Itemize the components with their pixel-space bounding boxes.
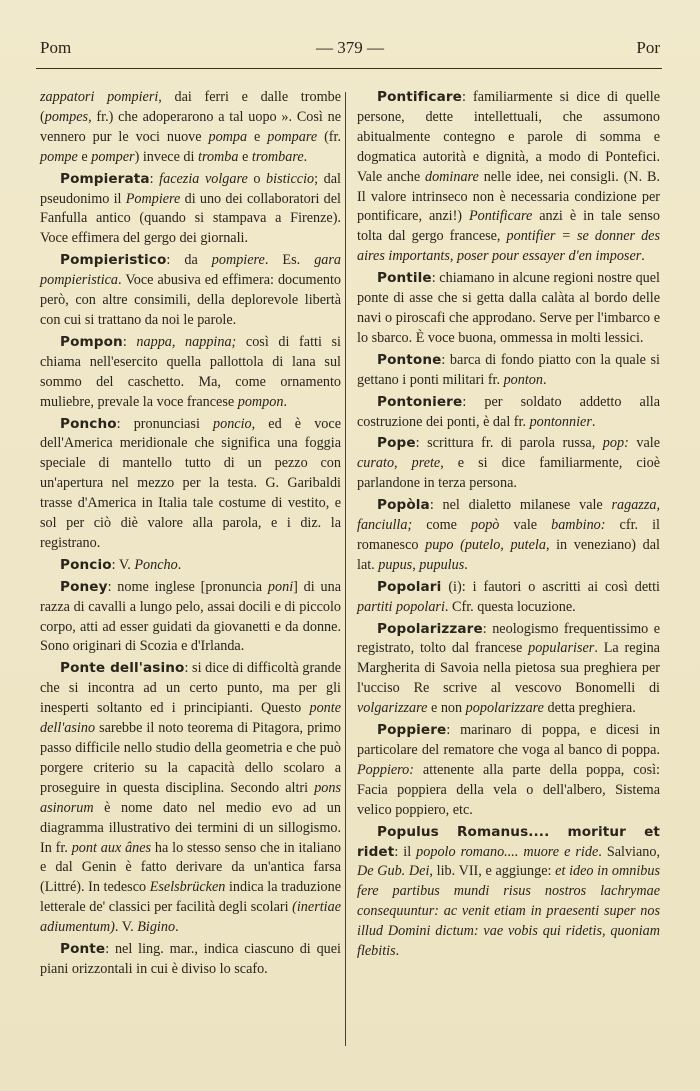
italic-term: pompe [40,148,78,165]
entry-headword: Popolarizzare [377,620,483,637]
entry-text: . Es. [264,252,315,269]
entry-headword: Populus Romanus.... moritur et ridet [357,823,660,860]
entry-text: : [122,333,137,350]
entry-text: indica la traduzione letterale de' classici per facilità degli scolari [40,879,341,916]
entry-text: : da [166,252,212,269]
entry-text: , [394,455,412,472]
italic-term: gara pompieristica [40,252,341,289]
entry-headword: Poppiere [377,722,447,739]
italic-term: pupus [378,556,413,573]
italic-term: pupo (putelo, putela [425,536,546,553]
entry-text: . [591,413,596,430]
italic-term: ponte dell'asino [40,700,341,737]
entry-text: ; dal pseudonimo il [40,170,341,207]
entry-text: , dai ferri e dalle trombe ( [40,89,341,125]
italic-term: ragazza, fanciulla; [357,497,660,534]
dictionary-entry [357,393,660,433]
header-rule [36,68,662,69]
entry-text: : marinaro di poppa, e dicesi in particolare del rematore che voga al banco di poppa. [357,722,660,758]
entry-text: anzi è in tale senso tolta dal gergo francese, [357,208,661,245]
entry-text: . [395,943,400,960]
dictionary-entry [40,578,341,658]
dictionary-entry [40,333,341,413]
entry-text: così di fatti si chiama nell'esercito quella pallottola di lana sul sommo del caschetto. Ma, come ornamento muliebre, prevale la voce francese [40,333,341,410]
entry-text: . V. [114,919,138,936]
italic-term: prete [411,455,441,472]
entry-headword: Poney [60,578,108,595]
entry-text: : il [394,843,417,860]
entry-text: ha lo stesso senso che in italiano e dal Genin è fatto derivare da un'antica farsa (Littré). In tedesco [40,839,342,896]
italic-term: pons asinorum [40,779,341,816]
italic-term: De Gub. Dei [357,863,430,880]
dictionary-entry [357,269,660,349]
entry-text: e non [427,700,466,717]
entry-text: (fr. [317,128,341,145]
italic-term: dominare [424,168,479,185]
entry-headword: Pontile [377,270,432,287]
entry-text: : si dice di difficoltà grande che si incontra ad un certo punto, ma per gli inesperti soltanto ed i principianti. Questo [40,660,341,717]
dictionary-entry [40,415,341,554]
italic-term: volgarizzare [357,700,428,717]
left-column [40,88,341,982]
italic-term: popolarizzare [465,700,544,717]
entry-text: : per soldato addetto alla costruzione dei ponti, è dal fr. [357,393,660,430]
italic-term: ponton [503,371,543,388]
italic-term: pompa [208,128,248,145]
entry-headword: Pompon [60,333,123,350]
entry-text: ) invece di [134,148,199,165]
italic-term: pontonnier [529,413,592,430]
entry-text: . La regina Margherita di Savoia nella pietosa sua preghiera per l'ucciso Re scrive al vescovo Bonomelli di [357,640,660,697]
header-last-word: Por [636,38,660,57]
dictionary-entry [357,823,660,962]
italic-term: Poncho [134,556,178,573]
entry-text: : nel ling. mar., indica ciascuno di quei piani orizzontali in cui è diviso lo scafo. [40,941,341,977]
entry-text: e [238,148,252,165]
entry-text: : barca di fondo piatto con la quale si gettano i ponti militari fr. [357,351,660,388]
entry-text: e [247,128,268,145]
entry-text: di uno dei collaboratori del Fanfulla antico (quando si stampava a Firenze). Voce effimera del gergo dei giornali. [40,190,341,247]
entry-text: sarebbe il noto teorema di Pitagora, primo passo difficile nello studio della geometria e che può porgere criterio su la capacità dello scolaro a proseguire in questa disciplina. Secondo altri [40,720,341,796]
entry-text: : chiamano in alcune regioni nostre quel ponte di asse che si getta dalla calàta al bordo delle navi o piroscafi che approdano. Serve per l'imbarco e lo sbarco. È voce buona, ommessa in molti lessici. [357,270,660,346]
italic-term: pont aux ânes [71,839,152,856]
italic-term: pomper [91,148,135,165]
italic-term: poni [267,578,294,595]
dictionary-entry [40,940,341,980]
italic-term: trombare [251,148,304,165]
entry-text: . [177,556,182,573]
entry-text: , [412,556,420,573]
italic-term: popò [471,517,500,534]
entry-text: . [175,919,179,936]
dictionary-entry [40,556,341,576]
italic-term: et ideo in omnibus fere partibus mundi risus nostros lachrymae consequuntur: ac venit etiam in praesenti super nos illud Domini dictum: vae vobis qui ridetis, quoniam flebitis [357,863,660,960]
right-column [357,88,660,964]
column-divider [345,92,346,1046]
italic-term: pompon [237,393,284,410]
italic-term: nappa, nappina; [136,333,237,350]
entry-text: è nome dato nel medio evo ad un diagramma illustrativo dei termini di un sillogismo. In fr. [40,799,341,856]
entry-text: : pronunciasi [116,415,214,432]
entry-text: vale [628,435,660,452]
entry-text: o [247,170,267,187]
entry-text: (i): i fautori o ascritti ai così detti [441,578,660,595]
dictionary-entry [357,496,660,576]
italic-term: pontifier = se donner des aires importants, poser pour essayer d'en imposer [357,228,660,265]
entry-text: , fr.) che adoperarono a tal uopo ». Così ne vennero pur le voci nuove [40,108,341,145]
entry-text: . [283,393,287,410]
italic-term: Poppiero: [357,761,414,778]
entry-headword: Poncho [60,415,117,432]
entry-text: : [149,170,160,187]
entry-text: ] di una razza di cavalli a lungo pelo, assai docili e di piccolo corpo, atti ad esser guidati da giovanetti e da donne. Sono originari di Scozia e d'Irlanda. [40,578,341,655]
page-number: — 379 — [316,38,384,57]
entry-text: . [464,556,468,573]
dictionary-entry [40,251,341,331]
dictionary-entry [357,620,660,720]
italic-term: Bigino [137,919,176,936]
entry-text: , ed è voce dell'America meridionale che significa una foggia speciale di mantello tutto di un pezzo con un'apertura nel mezzo per la testa. G. Garibaldi trasse d'America in Italia tale costume di vestito, e sol per ciò diè valore alla parola, e i diz. la registrano. [40,415,341,551]
italic-term: Pontificare [468,208,533,225]
italic-term: (inertiae adiumentum) [40,899,341,936]
italic-term: facezia volgare [159,170,248,187]
entry-text: : nome inglese [pronuncia [107,578,268,595]
entry-text: e [77,148,92,165]
dictionary-entry [40,659,341,938]
entry-headword: Ponte dell'asino [60,660,185,677]
entry-text: , lib. VII, e aggiunge: [429,863,556,880]
entry-text: vale [499,517,552,534]
italic-term: poncio [213,415,252,432]
running-header [40,38,660,62]
header-first-word: Pom [40,38,72,57]
entry-text: . Salviano, [598,843,661,860]
entry-text: : scrittura fr. di parola russa, [415,435,603,452]
dictionary-entry [357,88,660,267]
entry-headword: Pontificare [377,89,462,105]
entry-headword: Poncio [60,556,112,573]
entry-text: : neologismo frequentissimo e registrato, tolto dal francese [357,620,660,657]
entry-headword: Ponte [60,941,106,958]
entry-text: detta preghiera. [543,700,636,717]
entry-text: . [303,148,308,165]
italic-term: bisticcio [266,170,315,187]
dictionary-entry [357,434,660,494]
entry-continuation [40,88,341,168]
entry-text: , e si dice familiarmente, cioè parlandone in terza persona. [357,455,660,492]
entry-text: attenente alla parte della poppa, così: Facia poppiera della vela o dell'albero, Sistema velico poppiero, etc. [357,761,660,818]
entry-text: . [641,248,645,265]
italic-term: populariser [528,640,595,657]
entry-text: come [412,517,471,534]
entry-headword: Popolari [377,578,442,595]
italic-term: Eselsbrücken [149,879,226,896]
italic-term: pompare [267,128,318,145]
entry-text: nelle idee, nei consigli. (N. B. Il valore intrinseco non è necessaria condizione per pontificare, anzi!) [357,168,660,225]
dictionary-entry [357,578,660,618]
entry-text: : familiarmente si dice di quelle persone, dette intellettuali, che assumono abitualmente contegno e parole di somma e dogmatica autorità e dignità, a modo di Pontefici. Vale anche [357,89,660,185]
dictionary-entry [357,351,660,391]
entry-text: : nel dialetto milanese vale [429,497,612,514]
entry-headword: Pompieristico [60,252,167,269]
dictionary-entry [40,170,341,250]
italic-term: partiti popolari [357,598,445,615]
entry-text: cfr. il romanesco [357,517,660,553]
italic-term: tromba [198,148,239,165]
italic-term: pop: [602,435,629,452]
entry-headword: Pontone [377,351,442,368]
italic-term: popolo romano.... muore e ride [416,843,599,860]
entry-headword: Pontoniere [377,393,463,410]
entry-text: : V. [111,556,135,573]
entry-headword: Pompierata [60,170,150,187]
dictionary-entry [357,721,660,821]
italic-term: curato [357,455,395,472]
entry-text: . Cfr. questa locuzione. [444,598,576,615]
italic-term: pompes [44,108,89,125]
entry-headword: Pope [377,435,416,452]
italic-term: pompiere [211,252,265,269]
italic-term: zappatori pompieri [40,89,159,105]
italic-term: Pompiere [125,190,181,207]
entry-headword: Popòla [377,497,430,514]
entry-text: . [543,371,547,388]
italic-term: pupulus [419,556,465,573]
italic-term: bambino: [551,517,606,534]
entry-text: , in veneziano) dal lat. [357,536,660,573]
entry-text: . Voce abusiva ed effimera: documento però, con altre consimili, della deplorevole libertà con cui si trattano da noi le parole. [40,272,341,328]
